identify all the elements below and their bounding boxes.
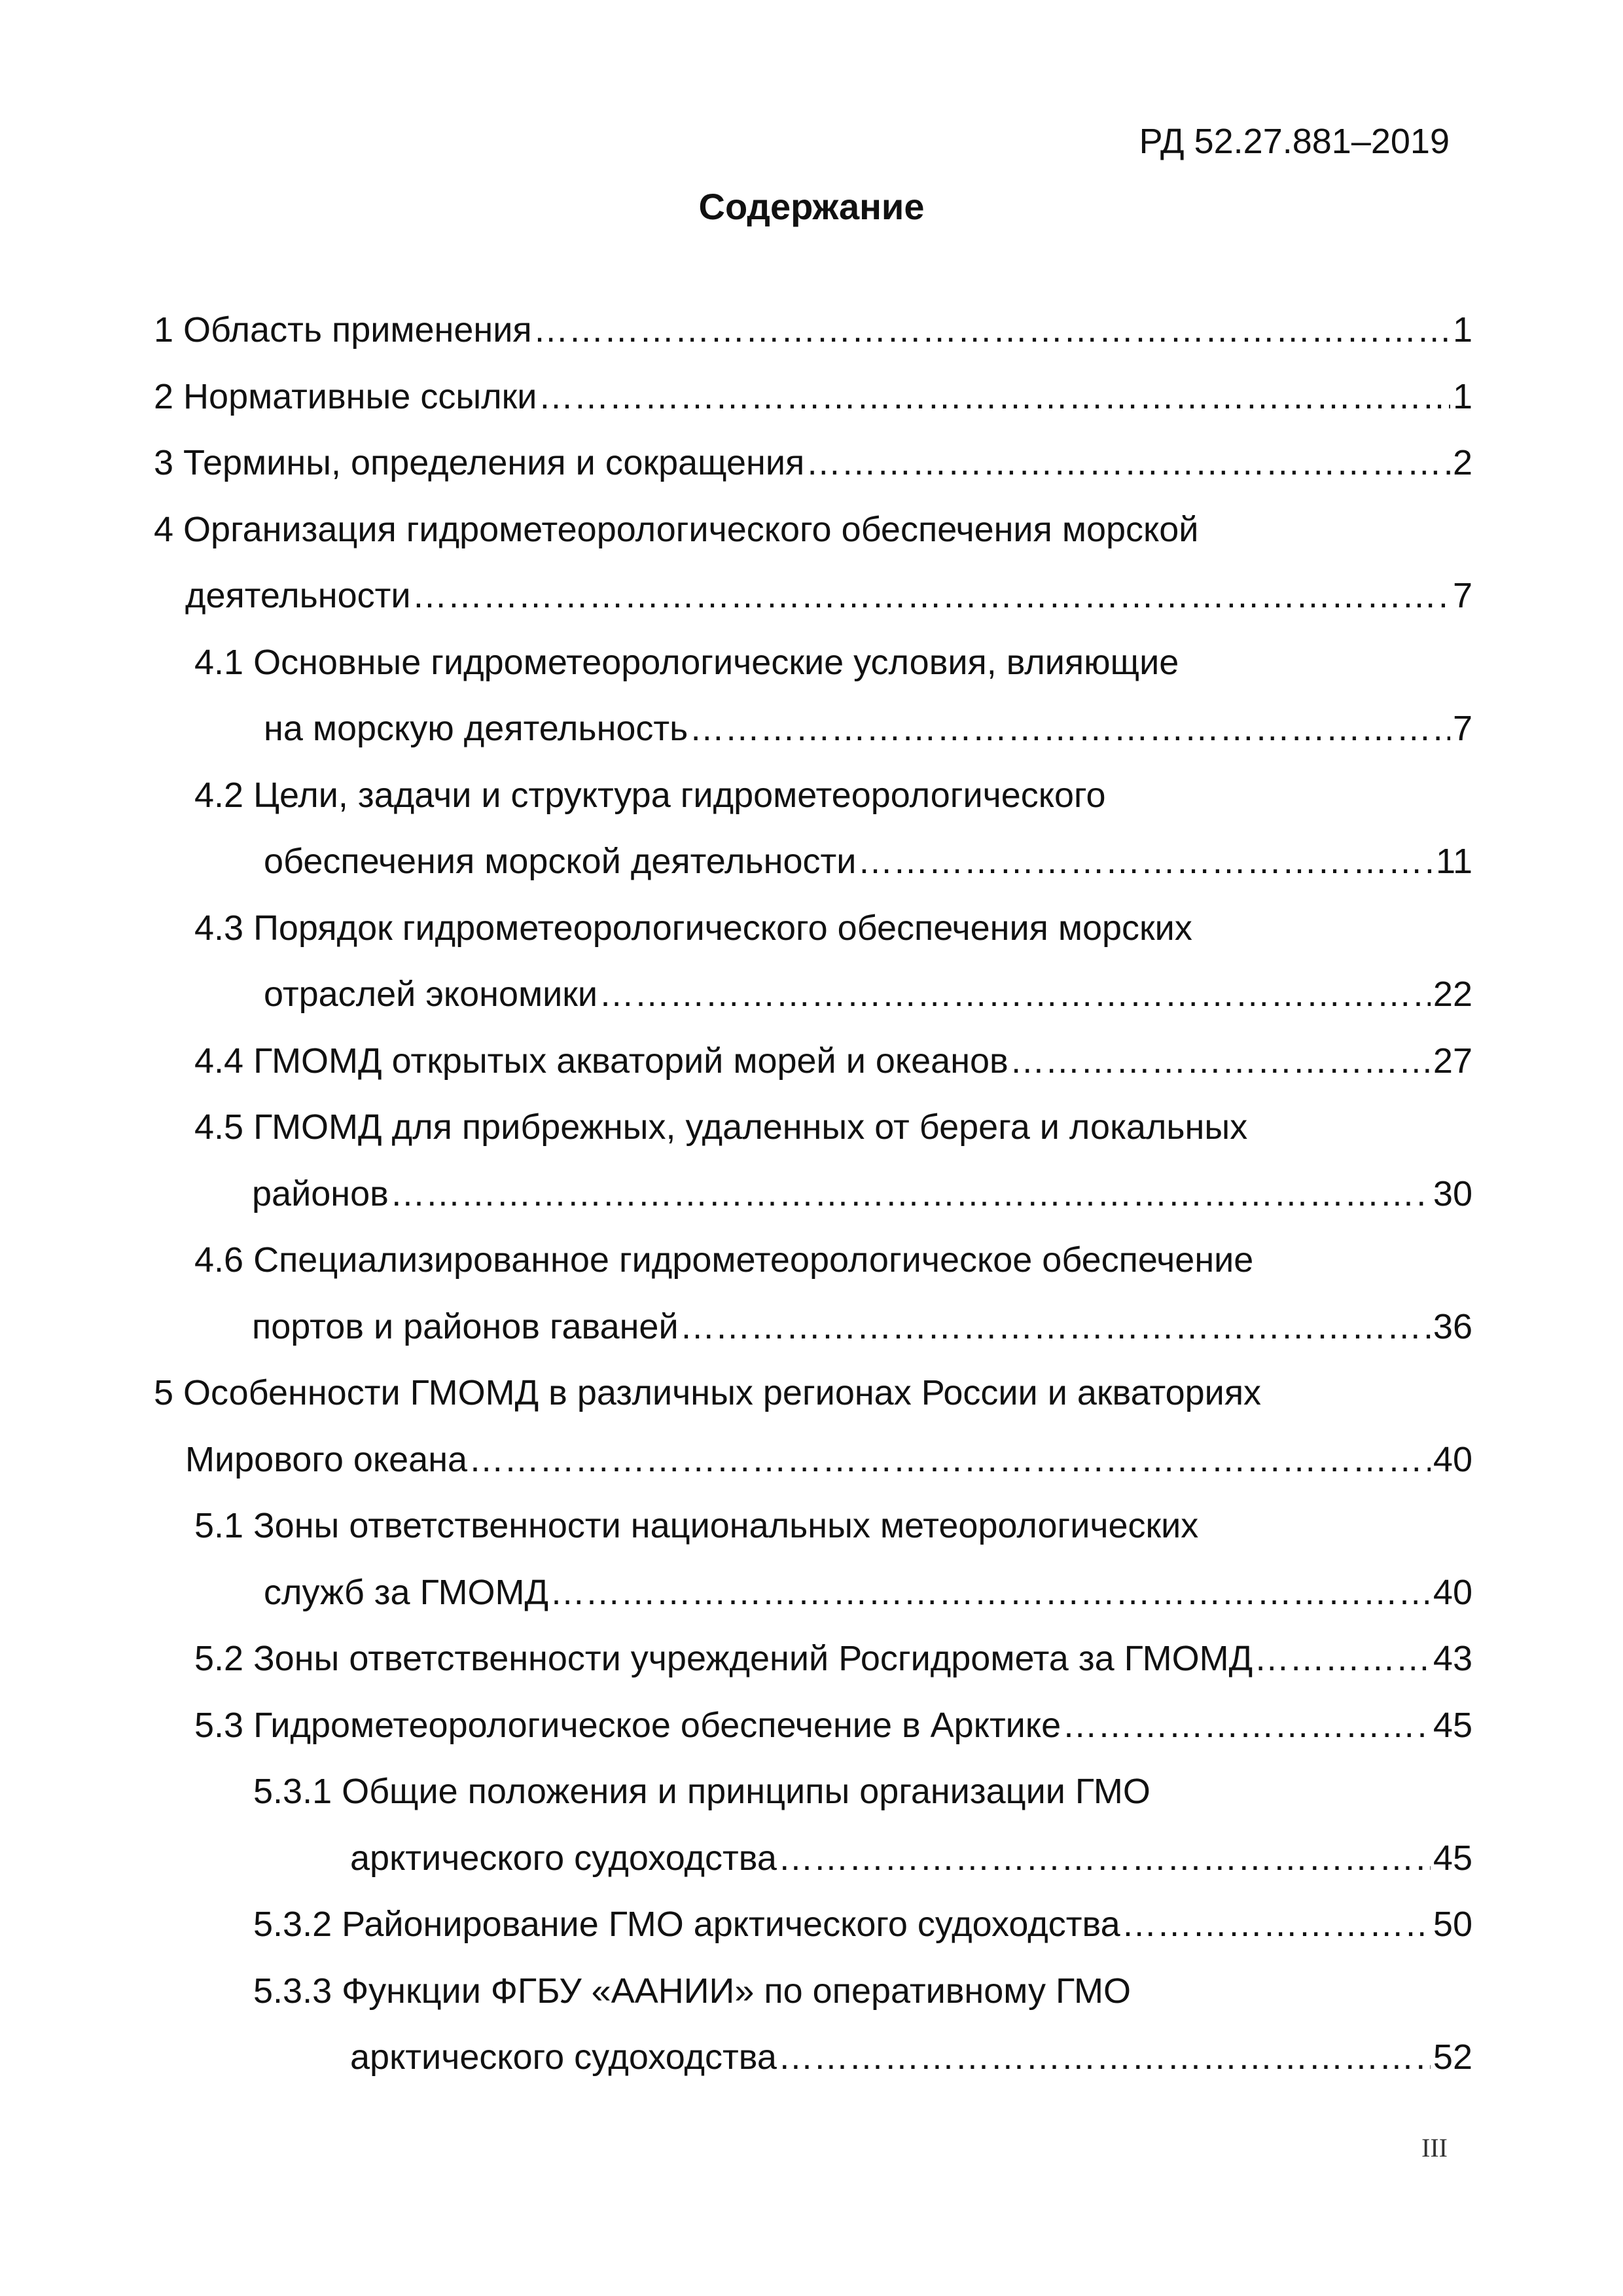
toc-page-number: 11 — [1435, 842, 1472, 881]
toc-entry-text: 4.6 Специализированное гидрометеорологическое обеспечение — [194, 1240, 1254, 1280]
toc-page-number: 45 — [1433, 1838, 1472, 1878]
toc-entry[interactable] — [154, 1028, 1472, 1095]
toc-entry-text: 4.5 ГМОМД для прибрежных, удаленных от берега и локальных — [194, 1107, 1248, 1147]
toc-entry-continuation[interactable] — [154, 1560, 1472, 1626]
toc-entry-first-line[interactable] — [154, 1094, 1472, 1161]
toc-leader-dots — [680, 1294, 1431, 1361]
toc-entry-first-line[interactable] — [154, 630, 1472, 696]
toc-entry-text: служб за ГМОМД — [264, 1572, 549, 1612]
toc-leader-dots — [550, 1560, 1431, 1626]
toc-entry-text: 5.1 Зоны ответственности национальных метеорологических — [194, 1506, 1199, 1545]
toc-entry-text: 1 Область применения — [154, 310, 532, 350]
document-code: РД 52.27.881–2019 — [1139, 122, 1450, 161]
toc-entry-first-line[interactable] — [154, 895, 1472, 962]
toc-entry-text: арктического судоходства — [350, 1838, 777, 1878]
toc-leader-dots — [1010, 1028, 1431, 1095]
toc-leader-dots — [806, 430, 1450, 497]
toc-entry-text: 5.3.3 Функции ФГБУ «ААНИИ» по оперативному ГМО — [253, 1971, 1132, 2011]
toc-leader-dots — [538, 364, 1450, 431]
toc-entry[interactable] — [154, 364, 1472, 431]
toc-entry-continuation[interactable] — [154, 563, 1472, 630]
toc-page-number: 40 — [1433, 1572, 1472, 1612]
page-number: III — [1421, 2133, 1448, 2162]
toc-entry-text: 3 Термины, определения и сокращения — [154, 443, 805, 482]
toc-entry-first-line[interactable] — [154, 1958, 1472, 2025]
toc-entry-text: 4.4 ГМОМД открытых акваторий морей и океанов — [194, 1041, 1008, 1081]
toc-entry-first-line[interactable] — [154, 1493, 1472, 1560]
toc-entry-continuation[interactable] — [154, 1825, 1472, 1892]
toc-entry-text: 4 Организация гидрометеорологического обеспечения морской — [154, 509, 1199, 549]
toc-entry-text: отраслей экономики — [264, 975, 598, 1014]
toc-entry[interactable] — [154, 1693, 1472, 1759]
toc-entry-continuation[interactable] — [154, 1294, 1472, 1361]
toc-entry-text: 5.2 Зоны ответственности учреждений Росгидромета за ГМОМД — [194, 1639, 1253, 1678]
toc-entry-text: деятельности — [185, 576, 411, 615]
toc-page-number: 52 — [1433, 2037, 1472, 2077]
toc-page-number: 45 — [1433, 1705, 1472, 1745]
toc-leader-dots — [1254, 1626, 1431, 1693]
toc-entry-continuation[interactable] — [154, 1427, 1472, 1494]
toc-entry-text: 5.3.1 Общие положения и принципы организации ГМО — [253, 1772, 1150, 1811]
toc-entry-continuation[interactable] — [154, 696, 1472, 762]
toc-entry-text: на морскую деятельность — [264, 709, 688, 748]
toc-page-number: 43 — [1433, 1639, 1472, 1678]
toc-leader-dots — [390, 1161, 1431, 1228]
toc-entry-text: 5 Особенности ГМОМД в различных регионах России и акваториях — [154, 1373, 1262, 1412]
toc-entry-continuation[interactable] — [154, 2024, 1472, 2091]
toc-leader-dots — [689, 696, 1450, 762]
toc-entry[interactable] — [154, 1626, 1472, 1693]
toc-page-number: 30 — [1433, 1174, 1472, 1213]
toc-page-number: 22 — [1433, 975, 1472, 1014]
toc-entry-continuation[interactable] — [154, 829, 1472, 895]
toc-page-number: 40 — [1433, 1439, 1472, 1479]
toc-entry-text: 2 Нормативные ссылки — [154, 376, 537, 416]
toc-page-number: 27 — [1433, 1041, 1472, 1081]
toc-entry[interactable] — [154, 430, 1472, 497]
toc-entry-text: арктического судоходства — [350, 2037, 777, 2077]
toc-entry-first-line[interactable] — [154, 762, 1472, 829]
toc-leader-dots — [778, 1825, 1431, 1892]
toc-entry[interactable] — [154, 297, 1472, 364]
toc-entry[interactable] — [154, 1892, 1472, 1958]
toc-entry-text: Мирового океана — [185, 1439, 468, 1479]
toc-entry-text: 5.3.2 Районирование ГМО арктического судоходства — [253, 1905, 1120, 1944]
toc-page-number: 7 — [1452, 576, 1472, 615]
toc-leader-dots — [778, 2024, 1431, 2091]
toc-entry-first-line[interactable] — [154, 1360, 1472, 1427]
toc-entry-text: районов — [252, 1174, 389, 1213]
toc-leader-dots — [1122, 1892, 1431, 1958]
toc-entry-text: 4.3 Порядок гидрометеорологического обеспечения морских — [194, 908, 1192, 948]
toc-entry-first-line[interactable] — [154, 1227, 1472, 1294]
toc-page-number: 50 — [1433, 1905, 1472, 1944]
toc-entry-text: 5.3 Гидрометеорологическое обеспечение в Арктике — [194, 1705, 1061, 1745]
toc-entry-first-line[interactable] — [154, 1759, 1472, 1825]
toc-page-number: 1 — [1452, 376, 1472, 416]
toc-entry-text: 4.1 Основные гидрометеорологические условия, влияющие — [194, 642, 1179, 682]
toc-leader-dots — [1062, 1693, 1431, 1759]
toc-leader-dots — [857, 829, 1433, 895]
page-title: Содержание — [698, 186, 925, 227]
toc-leader-dots — [412, 563, 1450, 630]
table-of-contents — [154, 297, 1472, 2091]
toc-entry-continuation[interactable] — [154, 1161, 1472, 1228]
toc-entry-text: портов и районов гаваней — [252, 1306, 679, 1346]
toc-leader-dots — [533, 297, 1450, 364]
toc-entry-first-line[interactable] — [154, 497, 1472, 564]
toc-entry-text: обеспечения морской деятельности — [264, 842, 857, 881]
toc-leader-dots — [599, 961, 1431, 1028]
toc-entry-text: 4.2 Цели, задачи и структура гидрометеорологического — [194, 775, 1106, 815]
toc-leader-dots — [469, 1427, 1431, 1494]
toc-page-number: 1 — [1452, 310, 1472, 350]
toc-page-number: 7 — [1452, 709, 1472, 748]
toc-page-number: 2 — [1452, 443, 1472, 482]
toc-page-number: 36 — [1433, 1306, 1472, 1346]
toc-entry-continuation[interactable] — [154, 961, 1472, 1028]
